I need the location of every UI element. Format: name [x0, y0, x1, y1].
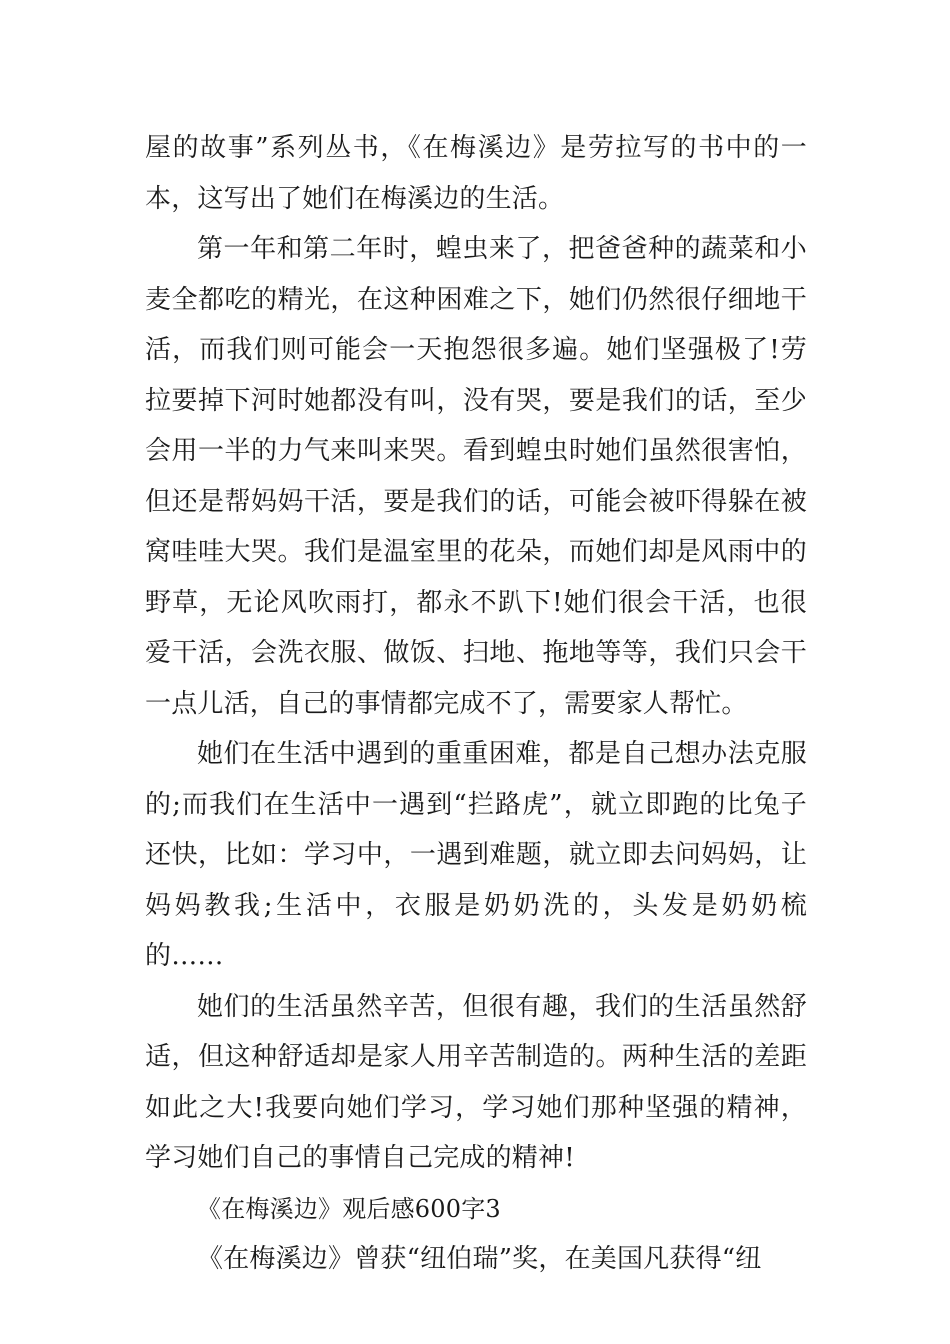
paragraph-continuation: 屋的故事”系列丛书，《在梅溪边》是劳拉写的书中的一本，这写出了她们在梅溪边的生活。	[145, 133, 807, 214]
document-body	[145, 123, 807, 1285]
paragraph-award: 《在梅溪边》曾获“纽伯瑞”奖，在美国凡获得“纽	[197, 1244, 762, 1274]
paragraph-difficulties: 她们在生活中遇到的重重困难，都是自己想办法克服的;而我们在生活中一遇到“拦路虎”，就立即跑的比兔子还快，比如：学习中，一遇到难题，就立即去问妈妈，让妈妈教我;生活中，衣服是奶奶洗的，头发是奶奶梳的……	[145, 739, 807, 971]
paragraph-locusts: 第一年和第二年时，蝗虫来了，把爸爸种的蔬菜和小麦全都吃的精光，在这种困难之下，她们仍然很仔细地干活，而我们则可能会一天抱怨很多遍。她们坚强极了!劳拉要掉下河时她都没有叫，没有哭，要是我们的话，至少会用一半的力气来叫来哭。看到蝗虫时她们虽然很害怕，但还是帮妈妈干活，要是我们的话，可能会被吓得躲在被窝哇哇大哭。我们是温室里的花朵，而她们却是风雨中的野草，无论风吹雨打，都永不趴下!她们很会干活，也很爱干活，会洗衣服、做饭、扫地、拖地等等，我们只会干一点儿活，自己的事情都完成不了，需要家人帮忙。	[145, 234, 807, 719]
paragraph-conclusion: 她们的生活虽然辛苦，但很有趣，我们的生活虽然舒适，但这种舒适却是家人用辛苦制造的。两种生活的差距如此之大!我要向她们学习，学习她们那种坚强的精神，学习她们自己的事情自己完成的精神!	[145, 991, 807, 1173]
section-heading: 《在梅溪边》观后感600字3	[197, 1194, 501, 1223]
